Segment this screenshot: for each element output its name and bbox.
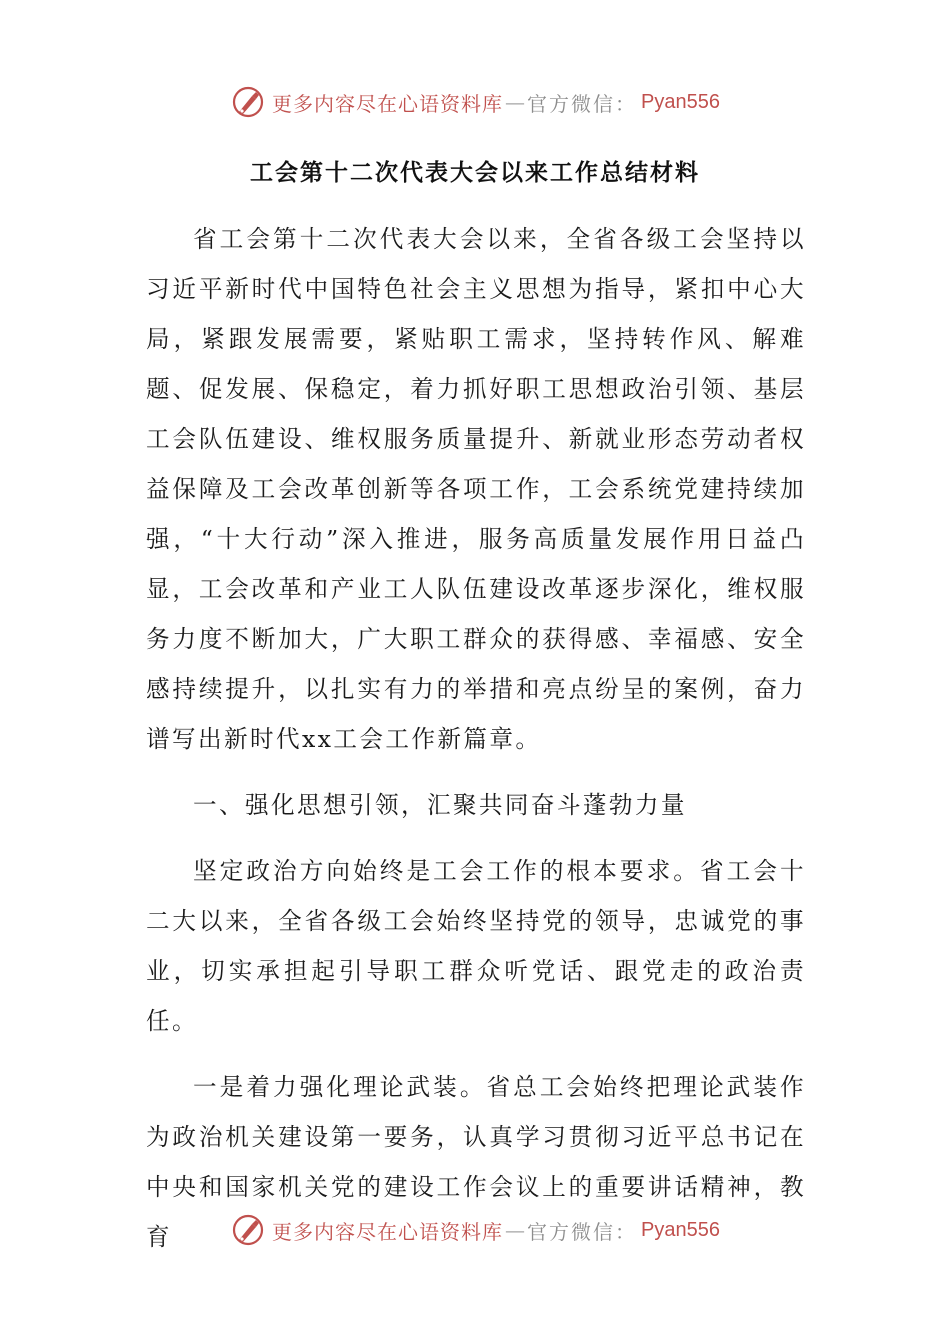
watermark-header [0,82,950,122]
document-title: 工会第十二次代表大会以来工作总结材料 [250,160,700,186]
pen-nib-logo-icon [230,84,266,120]
pen-nib-logo-icon [230,1212,266,1248]
watermark-id: Pyan556 [641,1218,720,1241]
paragraph-intro: 省工会第十二次代表大会以来，全省各级工会坚持以习近平新时代中国特色社会主义思想为指导，紧扣中心大局，紧跟发展需要，紧贴职工需求，坚持转作风、解难题、促发展、保稳定，着力抓好职工思想政治引领、基层工会队伍建设、维权服务质量提升、新就业形态劳动者权益保障及工会改革创新等各项工作，工会系统党建持续加强，“十大行动”深入推进，服务高质量发展作用日益凸显，工会改革和产业工人队伍建设改革逐步深化，维权服务力度不断加大，广大职工群众的获得感、幸福感、安全感持续提升，以扎实有力的举措和亮点纷呈的案例，奋力谱写出新时代xx工会工作新篇章。 [146,225,806,753]
watermark-brand: 更多内容尽在心语资料库 [272,1219,504,1244]
watermark-label: 官方微信： [527,91,638,116]
paragraph-point-1: 一是着力强化理论武装。省总工会始终把理论武装作为政治机关建设第一要务，认真学习贯彻习近平总书记在中央和国家机关党的建设工作会议上的重要讲话精神，教育 [146,1073,806,1251]
watermark-dash: — [505,1218,526,1242]
section-heading-1: 一、强化思想引领，汇聚共同奋斗蓬勃力量 [193,791,687,819]
watermark-dash: — [505,90,526,114]
paragraph-section-1: 坚定政治方向始终是工会工作的根本要求。省工会十二大以来，全省各级工会始终坚持党的领导，忠诚党的事业，切实承担起引导职工群众听党话、跟党走的政治责任。 [146,857,806,1035]
watermark-label: 官方微信： [527,1219,638,1244]
document-body [146,214,806,1262]
watermark-brand: 更多内容尽在心语资料库 [272,91,504,116]
watermark-footer [0,1210,950,1250]
watermark-id: Pyan556 [641,90,720,113]
